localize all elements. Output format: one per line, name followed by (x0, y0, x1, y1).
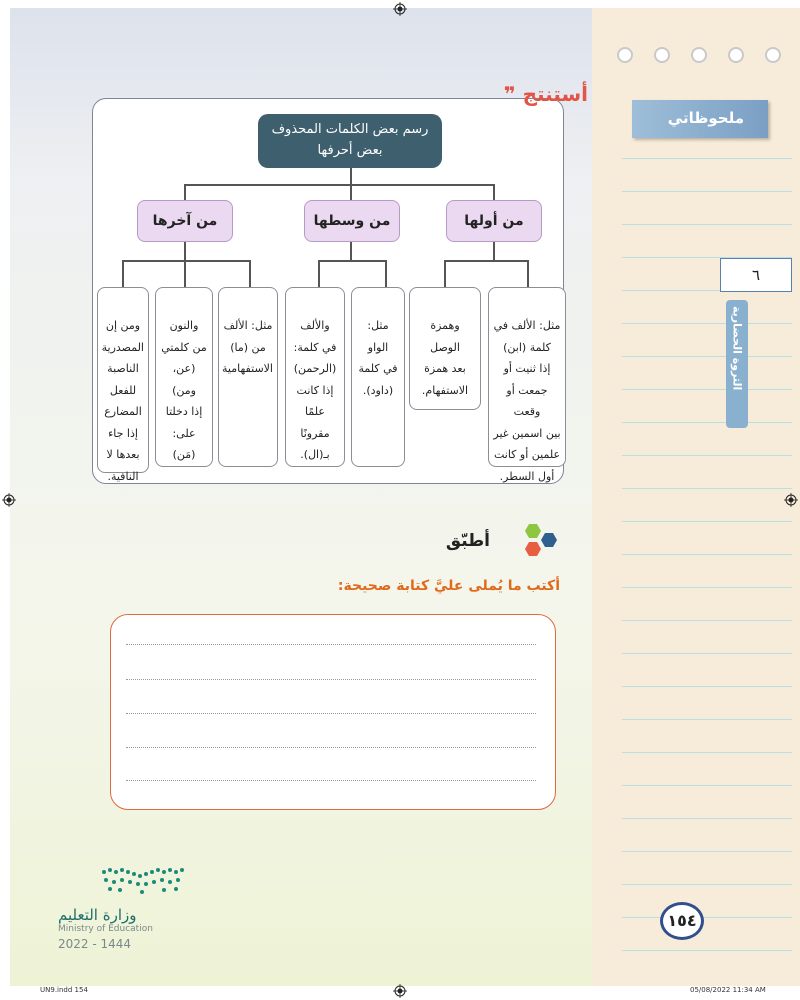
practice-label: أطبّق (445, 531, 490, 551)
notes-ruled-line (622, 455, 792, 456)
branch-middle (304, 200, 400, 242)
notes-ruled-line (622, 917, 792, 918)
leaf-box (155, 287, 213, 467)
writing-line[interactable] (126, 780, 536, 781)
connector (249, 260, 251, 288)
notes-ruled-line (622, 587, 792, 588)
page-number-label: ١٥٤ (667, 911, 697, 930)
notes-ruled-line (622, 950, 792, 951)
leaf-text: مثل: الألف من (ما) الاستفهامية (222, 319, 273, 376)
unit-title: الثروة الحضارية (730, 306, 744, 391)
notes-ruled-line (622, 620, 792, 621)
leaf-text: والنون من كلمتي (عن، ومن) إذا دخلتا على: (مَن) (161, 319, 207, 462)
connector (184, 242, 186, 260)
connector (122, 260, 250, 262)
connector (493, 184, 495, 200)
leaf-box (97, 287, 149, 483)
notes-ruled-line (622, 488, 792, 489)
binder-ring (691, 47, 707, 63)
connector (350, 242, 352, 260)
writing-line[interactable] (126, 713, 536, 714)
branch-middle-label: من وسطها (313, 213, 391, 229)
connector (444, 260, 528, 262)
branch-end (137, 200, 233, 242)
notes-ruled-line (622, 323, 792, 324)
practice-hexagon-icon (515, 522, 567, 558)
binder-ring (728, 47, 744, 63)
notes-ruled-line (622, 554, 792, 555)
unit-number: ٦ (751, 266, 761, 284)
leaf-text: مثل: الواو في كلمة (داود). (358, 319, 398, 397)
notes-ruled-line (622, 818, 792, 819)
registration-mark-icon (784, 493, 798, 507)
connector (318, 260, 386, 262)
branch-start (446, 200, 542, 242)
ministry-logo-icon (96, 862, 192, 896)
notes-ruled-line (622, 521, 792, 522)
notes-ruled-line (622, 785, 792, 786)
deduce-marker (504, 82, 588, 106)
notes-ruled-line (622, 191, 792, 192)
dictation-instruction: أكتب ما يُملى عليَّ كتابة صحيحة: (337, 578, 560, 594)
connector (527, 260, 529, 288)
quote-icon: ❞ (503, 82, 516, 106)
connector (350, 184, 352, 200)
unit-title-tab (726, 300, 748, 428)
print-slug-file: UN9.indd 154 (40, 986, 88, 994)
print-slug-date: 05/08/2022 11:34 AM (690, 986, 766, 994)
notes-title: ملحوظاتي (667, 109, 744, 127)
binder-ring (617, 47, 633, 63)
connector (493, 242, 495, 260)
writing-line[interactable] (126, 644, 536, 645)
connector (184, 260, 186, 288)
leaf-box (351, 287, 405, 467)
notes-column (592, 8, 800, 986)
notes-ruled-line (622, 422, 792, 423)
notes-ruled-line (622, 719, 792, 720)
notes-ruled-line (622, 389, 792, 390)
connector (184, 184, 186, 200)
connector (122, 260, 124, 288)
registration-mark-icon (393, 984, 407, 998)
binder-ring (765, 47, 781, 63)
notes-ruled-line (622, 653, 792, 654)
writing-line[interactable] (126, 747, 536, 748)
notes-ruled-line (622, 158, 792, 159)
ministry-name-arabic: وزارة التعليم (58, 906, 137, 924)
branch-end-label: من آخرها (152, 213, 218, 229)
notes-ruled-line (622, 356, 792, 357)
notes-ruled-line (622, 224, 792, 225)
connector (184, 184, 494, 186)
leaf-text: ومن إن المصدرية الناصبة للفعل المضارع إذا جاء بعدها لا النافية. (101, 319, 144, 483)
leaf-box (409, 287, 481, 410)
writing-line[interactable] (126, 679, 536, 680)
connector (385, 260, 387, 288)
leaf-box (285, 287, 345, 467)
binder-ring (654, 47, 670, 63)
leaf-text: مثل: الألف في كلمة (ابن) إذا ثنيت أو جمعت أو وقعت بين اسمين غير علمين أو كانت أول السطر. (493, 319, 561, 483)
connector (350, 168, 352, 184)
notes-ruled-line (622, 851, 792, 852)
unit-number-box (720, 258, 792, 292)
notes-ruled-line (622, 686, 792, 687)
diagram-root (258, 114, 442, 168)
page-number (660, 902, 704, 940)
leaf-text: وهمزة الوصل بعد همزة الاستفهام. (421, 319, 469, 397)
registration-mark-icon (2, 493, 16, 507)
registration-mark-icon (393, 2, 407, 16)
notes-ruled-line (622, 884, 792, 885)
connector (444, 260, 446, 288)
deduce-label: أستنتج (522, 82, 588, 106)
connector (318, 260, 320, 288)
notes-ruled-line (622, 752, 792, 753)
branch-start-label: من أولها (464, 213, 524, 229)
leaf-box (488, 287, 566, 483)
notes-title-tab (632, 100, 768, 138)
leaf-box (218, 287, 278, 467)
leaf-text: والألف في كلمة: (الرحمن) إذا كانت علمًا مقرونًا بـ(ال). (293, 319, 337, 462)
diagram-root-label: رسم بعض الكلمات المحذوف بعض أحرفها (271, 122, 429, 158)
ministry-name-english: Ministry of Education (58, 924, 153, 934)
edition-year: 2022 - 1444 (58, 937, 132, 951)
